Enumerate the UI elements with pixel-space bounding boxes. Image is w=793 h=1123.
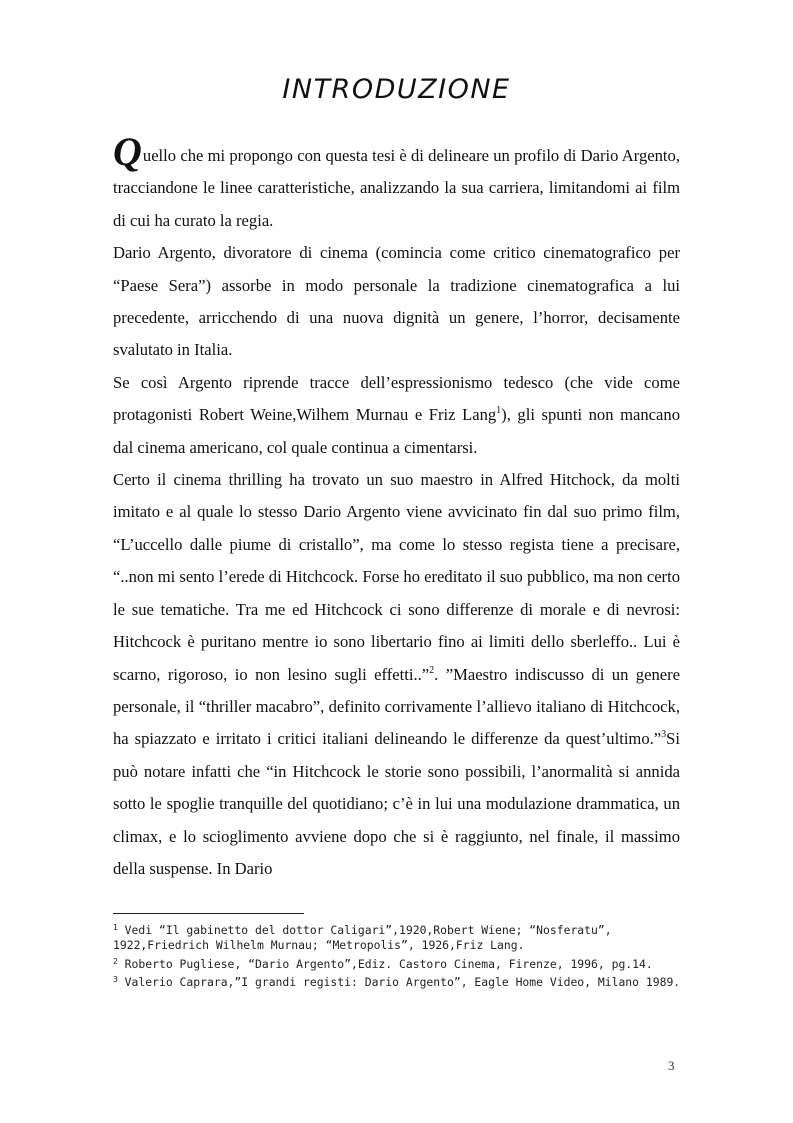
footnote-divider [113,913,304,914]
footnote-number: 3 [113,974,118,984]
page-number: 3 [668,1058,675,1073]
footnote-text: Roberto Pugliese, “Dario Argento”,Ediz. Castoro Cinema, Firenze, 1996, pg.14. [117,956,653,971]
paragraph-4-text-b: . ”Maestro indiscusso di un genere personale, il “thriller macabro”, definito corrivamente l’allievo italiano di Hitchcock, ha spiazzato e irritato i critici italiani delineando le differenze da quest’ultimo.” [113,664,681,749]
paragraph-1-text: uello che mi propongo con questa tesi è di delineare un profilo di Dario Argento, tracciandone le linee caratteristiche, analizzando la sua carriera, limitandomi ai film di cui ha curato la regia. [113,146,680,230]
paragraph-3-text-a: Se così Argento riprende tracce dell’espressionismo tedesco (che vide come protagonisti Robert Weine,Wilhem Murnau e Friz Lang [113,372,680,425]
footnote-number: 1 [113,923,118,932]
paragraph-4-text-c: Si può notare infatti che “in Hitchcock le storie sono possibili, l’anormalità si annida sotto le spoglie tranquille del quotidiano; c’è in lui una modulazione drammatica, un climax, e lo scioglimento avviene dopo che si è raggiunto, nel finale, il massimo della suspense. In Dario [113,729,680,878]
footnote-ref-1: 1 [496,405,502,417]
paragraph-4 [113,464,680,885]
paragraph-3-text-b: ), gli spunti non mancano dal cinema americano, col quale continua a cimentarsi. [113,405,680,457]
paragraph-1 [113,129,680,237]
footnote-number: 2 [113,956,118,966]
footnote-text: Valerio Caprara,”I grandi registi: Dario Argento”, Eagle Home Video, Milano 1989. [117,974,681,989]
page-title: INTRODUZIONE [282,74,511,105]
footnote-3 [113,972,683,990]
footnote-2 [113,954,683,972]
body-text [113,129,681,885]
paragraph-2: Dario Argento, divoratore di cinema (comincia come critico cinematografico per “Paese Sera”) assorbe in modo personale la tradizione cinematografica a lui precedente, arricchendo di una nuova dignità un genere, l’horror, decisamente svalutato in Italia. [113,243,680,360]
footnote-text: Vedi “Il gabinetto del dottor Caligari”,1920,Robert Wiene; “Nosferatu”, 1922,Friedrich Wilhelm Murnau; “Metropolis”, 1926,Friz Lang. [113,923,612,953]
footnote-ref-2: 2 [429,664,435,676]
paragraph-3 [113,367,680,464]
footnotes [113,920,683,990]
paragraph-4-text-a: Certo il cinema thrilling ha trovato un suo maestro in Alfred Hitchock, da molti imitato e al quale lo stesso Dario Argento viene avvicinato fin dal suo primo film, “L’uccello dalle piume di cristallo”, ma come lo stesso regista tiene a precisare, “..non mi sento l’erede di Hitchcock. Forse ho ereditato il suo pubblico, ma non certo le sue tematiche. Tra me ed Hitchcock ci sono differenze di morale e di nevrosi: Hitchcock è puritano mentre io sono libertario fino ai limiti dello sberleffo.. Lui è scarno, rigoroso, io non lesino sugli effetti..” [113,470,680,684]
footnote-ref-3: 3 [661,729,667,741]
footnote-1 [113,920,683,954]
drop-cap: Q [113,129,142,174]
